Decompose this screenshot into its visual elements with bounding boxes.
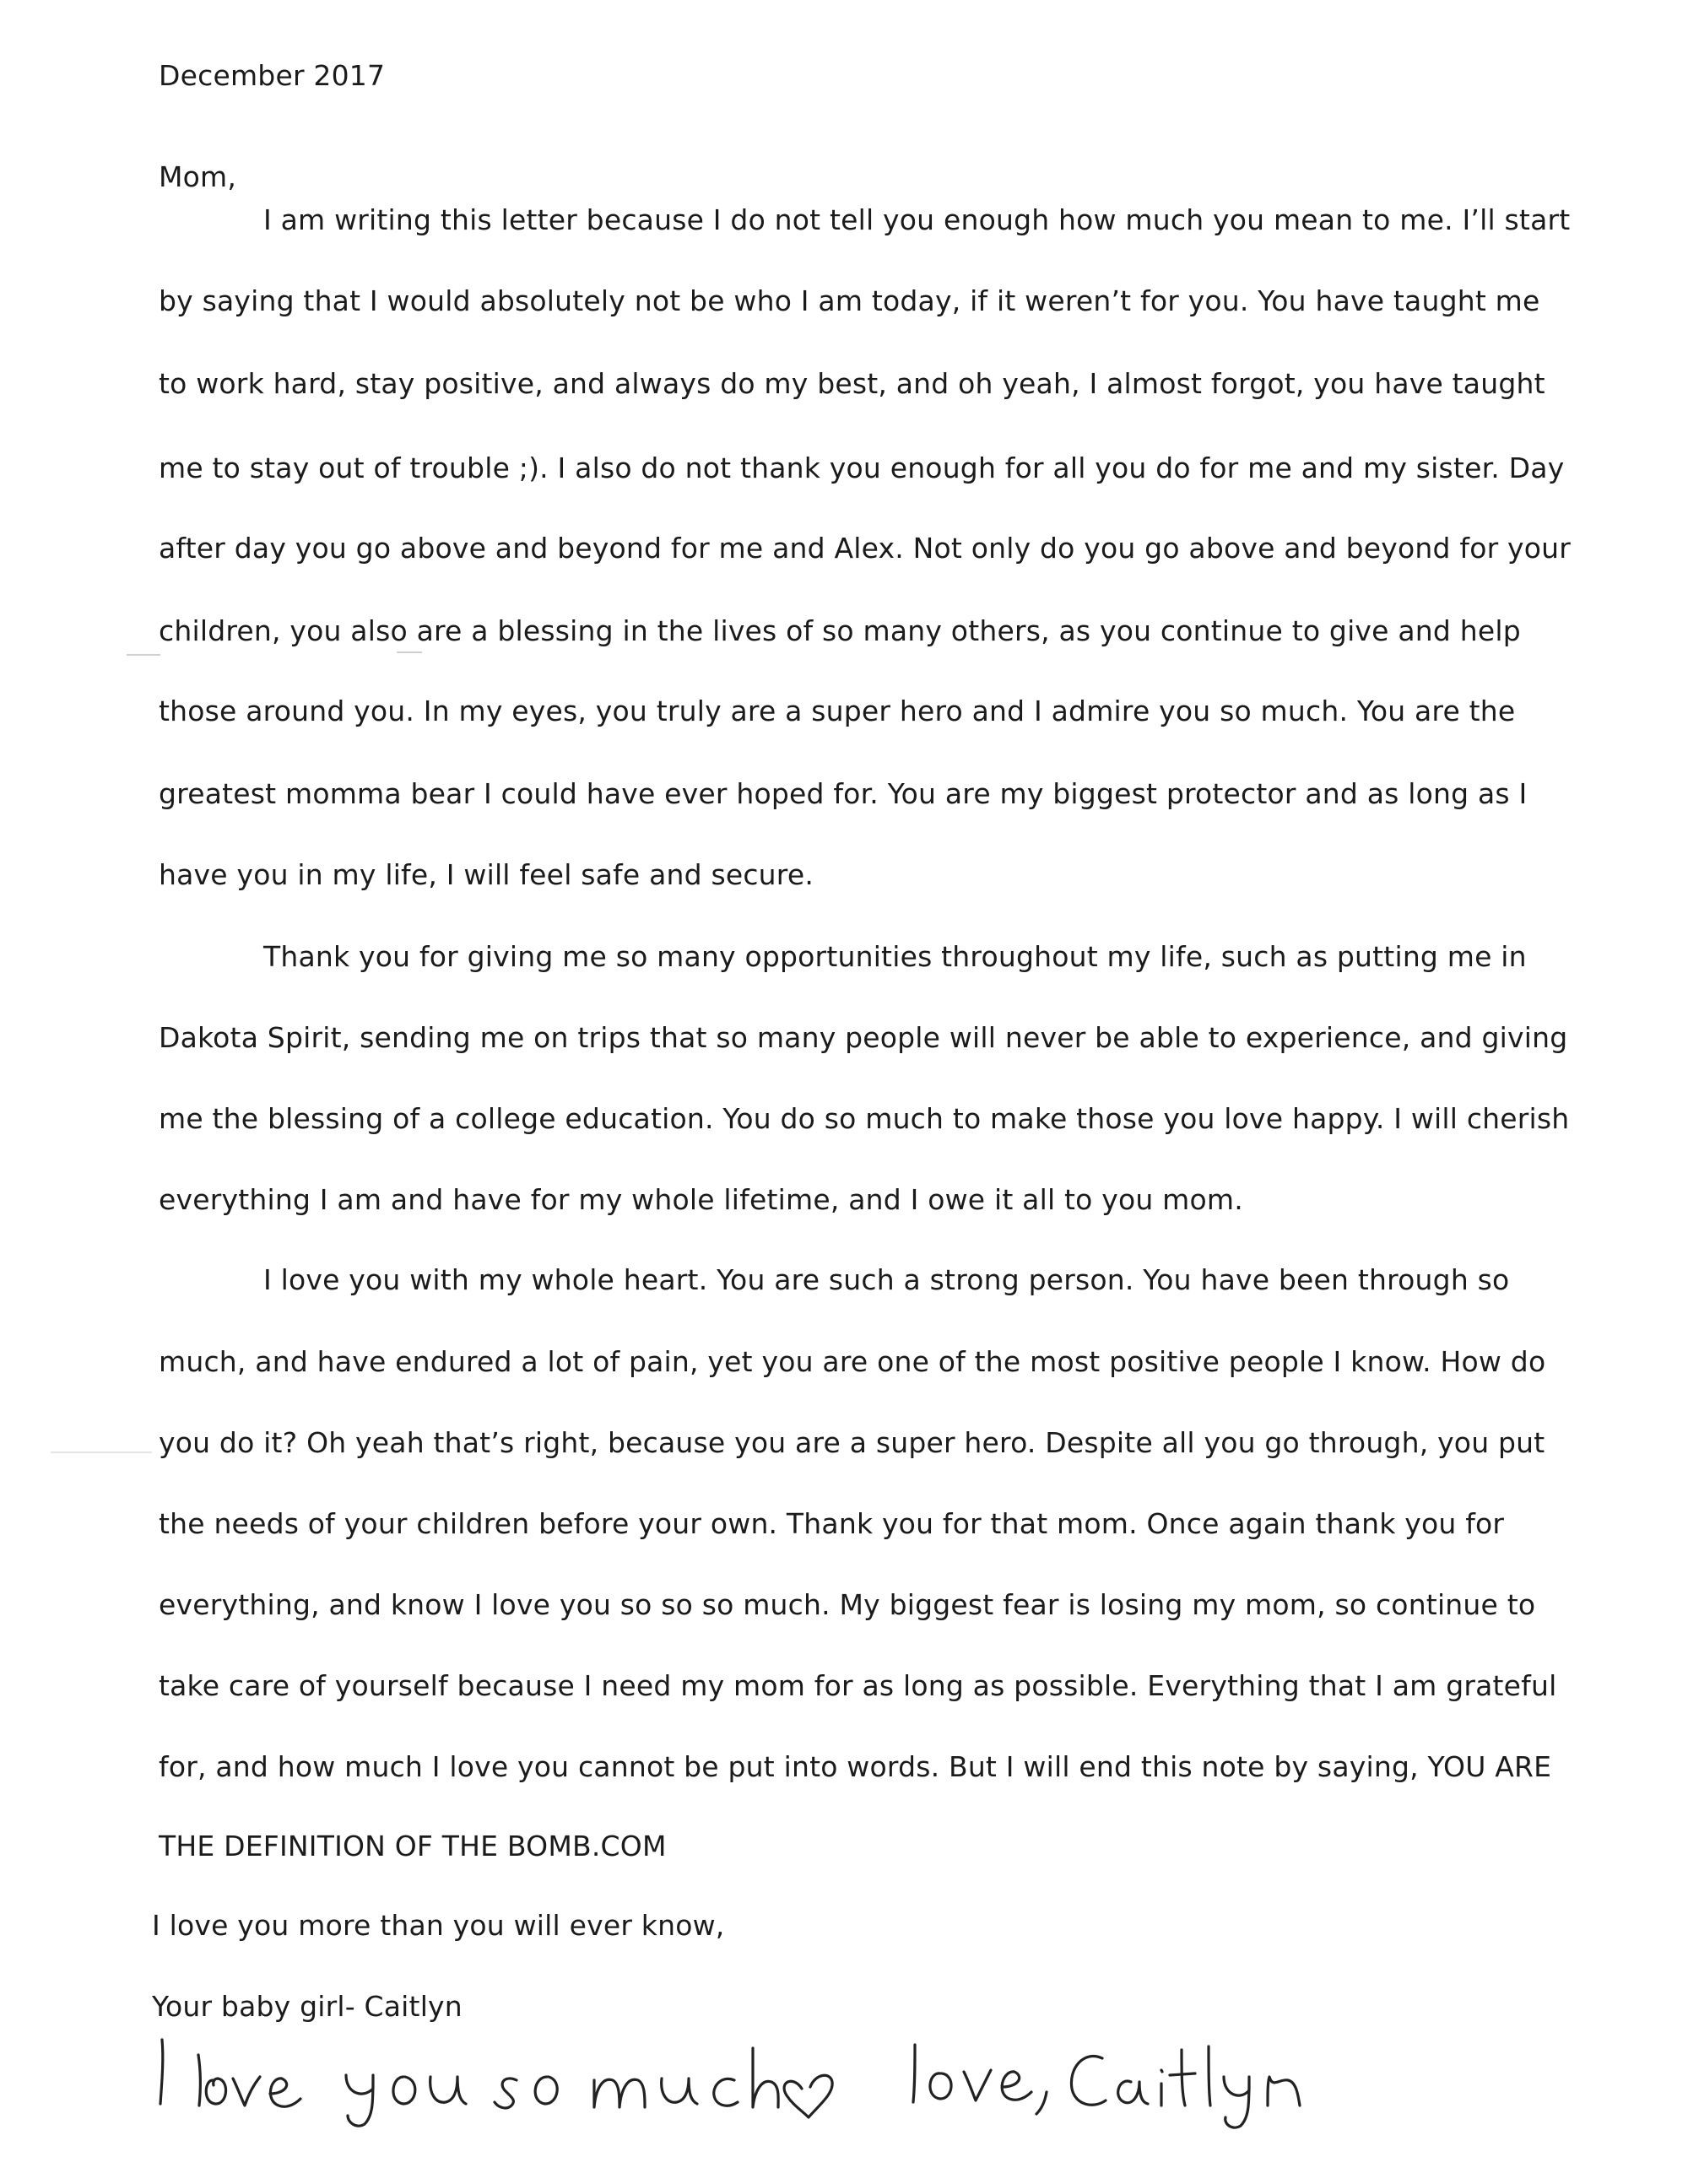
handwritten-postscript [152, 2021, 1334, 2131]
letter-closing: I love you more than you will ever know, [152, 1909, 725, 1942]
letter-salutation: Mom, [159, 160, 237, 193]
body-line: me the blessing of a college education. You do so much to make those you love happy. I will cherish [159, 1102, 1570, 1135]
body-line: those around you. In my eyes, you truly are a super hero and I admire you so much. You are the [159, 695, 1516, 727]
body-line: for, and how much I love you cannot be put into words. But I will end this note by saying, YOU ARE [159, 1750, 1552, 1783]
letter-signature: Your baby girl- Caitlyn [152, 1990, 463, 2023]
body-line: me to stay out of trouble ;). I also do not thank you enough for all you do for me and my sister. Day [159, 451, 1565, 484]
body-line: by saying that I would absolutely not be who I am today, if it weren’t for you. You have taught me [159, 284, 1540, 317]
scan-speck [127, 654, 160, 656]
body-line: Thank you for giving me so many opportunities throughout my life, such as putting me in [263, 940, 1527, 973]
body-line: greatest momma bear I could have ever hoped for. You are my biggest protector and as long as I [159, 777, 1528, 810]
body-line: you do it? Oh yeah that’s right, because you are a super hero. Despite all you go through, you put [159, 1426, 1545, 1459]
handwritten-ink [152, 2021, 1334, 2131]
body-line: I love you with my whole heart. You are such a strong person. You have been through so [263, 1263, 1510, 1296]
body-line: the needs of your children before your own. Thank you for that mom. Once again thank you for [159, 1507, 1505, 1540]
body-line: children, you also are a blessing in the lives of so many others, as you continue to give and help [159, 614, 1521, 647]
letter-date: December 2017 [159, 59, 386, 92]
body-line: Dakota Spirit, sending me on trips that so many people will never be able to experience, and giving [159, 1021, 1568, 1054]
body-line: I am writing this letter because I do not tell you enough how much you mean to me. I’ll start [263, 203, 1571, 236]
body-line: after day you go above and beyond for me and Alex. Not only do you go above and beyond for your [159, 532, 1572, 565]
scan-speck [397, 651, 422, 653]
body-line: to work hard, stay positive, and always do my best, and oh yeah, I almost forgot, you have taught [159, 367, 1545, 400]
body-line: take care of yourself because I need my mom for as long as possible. Everything that I am grateful [159, 1669, 1557, 1702]
body-line: have you in my life, I will feel safe and secure. [159, 858, 814, 891]
body-line: everything, and know I love you so so so much. My biggest fear is losing my mom, so continue to [159, 1588, 1536, 1621]
body-line: much, and have endured a lot of pain, yet you are one of the most positive people I know. How do [159, 1345, 1546, 1378]
body-line: everything I am and have for my whole lifetime, and I owe it all to you mom. [159, 1183, 1243, 1216]
body-line: THE DEFINITION OF THE BOMB.COM [159, 1830, 667, 1862]
scan-speck [51, 1451, 152, 1453]
